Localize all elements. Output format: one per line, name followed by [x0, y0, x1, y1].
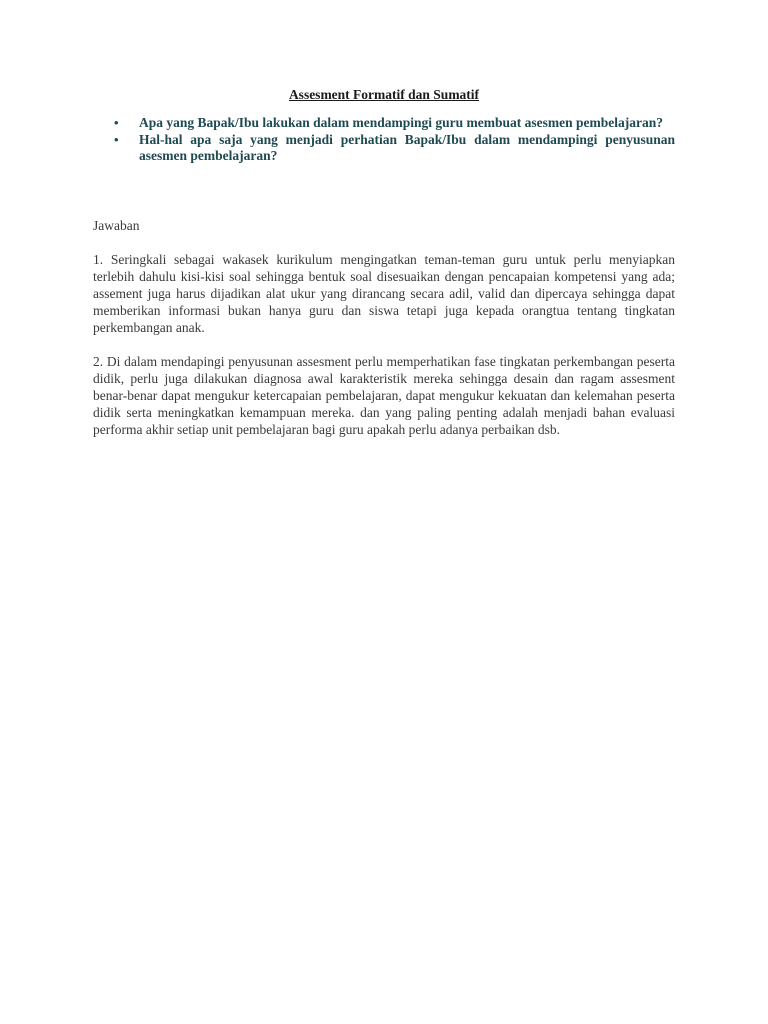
answer-heading: Jawaban [93, 218, 140, 233]
bullet-icon: • [114, 115, 119, 130]
document-page [93, 86, 675, 455]
bullet-icon: • [114, 132, 119, 147]
question-text: Apa yang Bapak/Ibu lakukan dalam mendampingi guru membuat asesmen pembelajaran? [139, 115, 663, 130]
question-item [93, 132, 675, 164]
answer-paragraph-2: 2. Di dalam mendapingi penyusunan assesment perlu memperhatikan fase tingkatan perkembangan peserta didik, perlu juga dilakukan diagnosa awal karakteristik mereka sehingga desain dan ragam assesment benar-benar dapat mengukur ketercapaian pembelajaran, dapat mengukur kekuatan dan kelemahan peserta didik serta meningkatkan kemampuan mereka. dan yang paling penting adalah menjadi bahan evaluasi performa akhir setiap unit pembelajaran bagi guru apakah perlu adanya perbaikan dsb. [93, 354, 675, 437]
answer-paragraph-1: 1. Seringkali sebagai wakasek kurikulum mengingatkan teman-teman guru untuk perlu menyiapkan terlebih dahulu kisi-kisi soal sehingga bentuk soal disesuaikan dengan pencapaian kompetensi yang ada; assement juga harus dijadikan alat ukur yang dirancang secara adil, valid dan dipercaya sehingga dapat memberikan informasi bukan hanya guru dan siswa tetapi juga kepada orangtua tentang tingkatan perkembangan anak. [93, 252, 675, 335]
question-list [93, 115, 675, 164]
document-title: Assesment Formatif dan Sumatif [288, 87, 480, 102]
question-item [93, 115, 675, 131]
question-text: Hal-hal apa saja yang menjadi perhatian Bapak/Ibu dalam mendampingi penyusunan asesmen pembelajaran? [139, 132, 675, 163]
